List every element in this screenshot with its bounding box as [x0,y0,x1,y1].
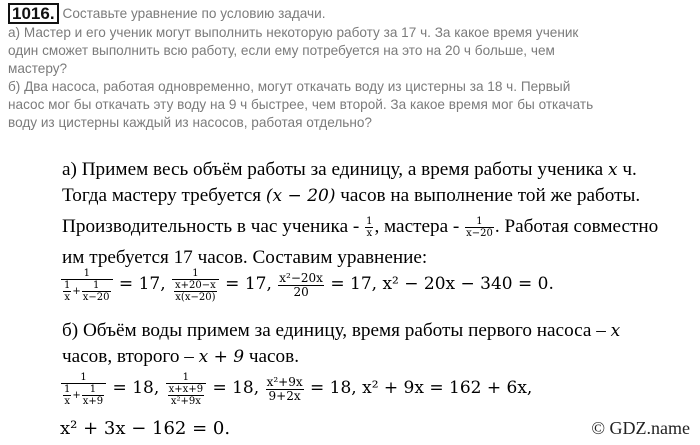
problem-heading [8,3,694,24]
solution-line-b1 [62,318,620,344]
fraction [278,272,324,299]
fraction [266,376,304,403]
variable: x [608,160,618,180]
denominator: 9+2x [268,389,301,403]
text: часов, второго – [62,346,194,367]
numerator: 1 [64,384,71,395]
numerator: x+x+9 [168,384,204,395]
denominator: x [64,396,70,407]
problem-line: б) Два насоса, работая одновременно, могут откачать воду из цистерны за 18 ч. Первый [8,79,571,94]
fraction [166,372,206,407]
text: Тогда мастеру требуется [62,185,262,206]
text: б) Объём воды примем за единицу, время работы первого насоса – [62,320,606,341]
final-equation: x² + 3x − 162 = 0. [60,418,231,439]
numerator: 1 [82,280,111,292]
text: . Работая совместно [494,216,659,237]
numerator: 1 [61,372,106,384]
numerator: 1 [64,280,71,291]
denominator: x [64,292,70,303]
solution-line-a2 [62,183,694,209]
denominator [172,280,219,303]
watermark: © GDZ.name [591,418,690,438]
fraction [465,216,494,239]
denominator: x−20 [82,292,110,303]
equation-part: = 17, [113,274,172,295]
solution-line-a4: им требуется 17 часов. Составим уравнение: [62,247,428,268]
text: , мастера - [374,216,460,237]
text: часов на выполнение той же работы. [340,185,641,206]
equation-part: = 17, [219,274,278,295]
variable: x [610,321,621,341]
numerator: x²+9x [266,375,303,389]
denominator: x(x−20) [175,292,216,303]
solution-line-a3 [62,209,694,245]
text: Производительность в час ученика - [62,216,360,237]
fraction [61,372,106,407]
problem-line: воду из цистерны каждый из насосов, работая отдельно? [8,115,372,130]
denominator [166,384,206,407]
text: а) Примем весь объём работы за единицу, а время работы ученика [62,159,604,180]
equation-part: = 18, x² + 9x = 162 + 6x, [304,378,533,399]
expression: x + 9 [198,347,245,367]
denominator: x²+9x [170,396,201,407]
denominator: x+9 [82,396,104,407]
numerator: 1 [166,372,206,384]
fraction [61,268,113,303]
equation-part: = 17, x² − 20x − 340 = 0. [324,274,554,295]
numerator: 1 [366,216,373,228]
solution-line-a1 [62,157,694,183]
equation-part: = 18, [207,378,265,399]
expression: (x − 20) [265,186,336,206]
solution [62,157,694,271]
fraction [174,280,217,303]
denominator: $\frac{1}{x}$ + $\frac{1}{x+9}$ [64,384,104,407]
fraction [63,280,71,303]
equation-part: = 18, [107,378,165,399]
numerator: x+20−x [175,280,216,291]
problem-line: насос мог бы откачать эту воду на 9 ч быстрее, чем второй. За какое время мог бы откачать [8,97,594,112]
problem-line: один сможет выполнить всю работу, если ему потребуется на это на 20 ч больше, чем [8,43,555,58]
numerator: 1 [82,384,104,396]
fraction [82,280,111,303]
fraction [82,384,104,407]
numerator: 1 [61,268,113,280]
problem-line: а) Мастер и его ученик могут выполнить некоторую работу за 17 ч. За какое время ученик [8,25,579,40]
problem-number: 1016. [8,3,59,24]
problem-line: мастеру? [8,61,68,76]
fraction [168,384,204,407]
fraction [172,268,219,303]
solution-line-b2 [62,344,299,370]
text: часов. [248,346,300,367]
denominator: x−20 [466,228,493,240]
denominator: 20 [293,285,309,299]
fraction [63,384,71,407]
denominator: $\frac{1}{x}$ + $\frac{1}{x-20}$ [64,280,110,303]
problem-statement [8,3,694,132]
equation-a [60,268,554,303]
numerator: x²−20x [279,271,323,285]
numerator: 1 [172,268,219,280]
equation-b [60,372,532,407]
fraction [365,216,373,239]
denominator: x [366,228,373,240]
text: ч. [622,159,637,180]
numerator: 1 [465,216,494,228]
problem-line: Составьте уравнение по условию задачи. [62,6,326,21]
